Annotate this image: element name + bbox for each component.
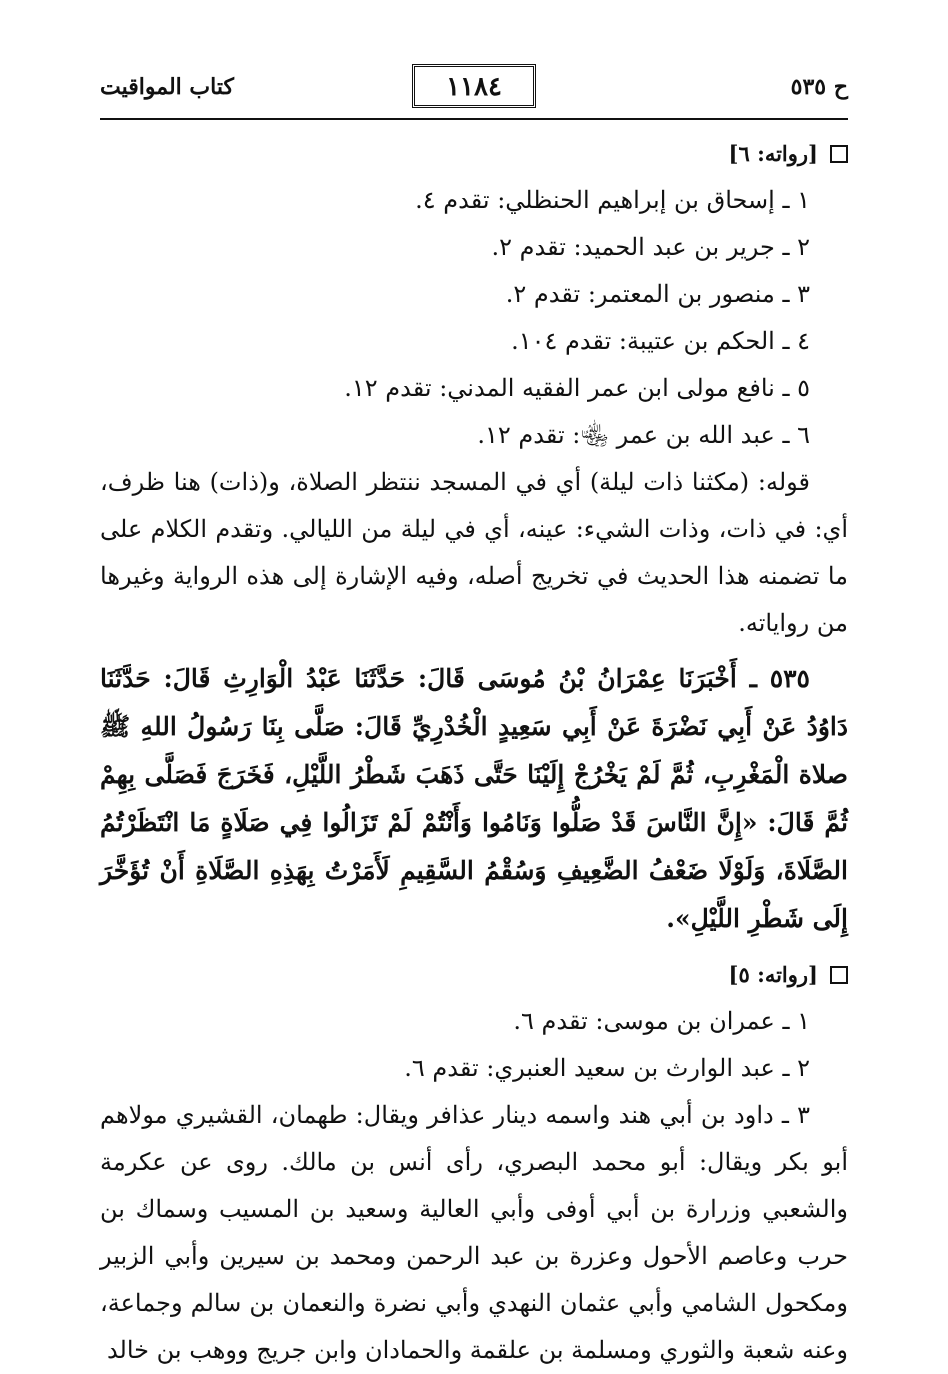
page-reference: ح ٥٣٥ <box>790 74 848 100</box>
page-number: ١١٨٤ <box>412 64 536 108</box>
checkbox-square-icon <box>830 145 848 163</box>
header-divider <box>100 118 848 120</box>
narrator-biography: ٣ ـ داود بن أبي هند واسمه دينار عذافر ويقال: طهمان، القشيري مولاهم أبو بكر ويقال: أبو محمد البصري، رأى أنس بن مالك. روى عن عكرمة والشعبي وزرارة بن أبي أوفى وأبي العالية وسعيد بن المسيب وسماك بن حرب وعاصم الأحول وعزرة بن عبد الرحمن ومحمد بن سيرين وأبي الزبير ومكحول الشامي وأبي عثمان النهدي وأبي نضرة والنعمان بن سالم وجماعة، وعنه شعبة والثوري ومسلمة بن علقمة والحمادان وابن جريج ووهب بن خالد <box>100 1101 848 1364</box>
list-item: ٥ ـ نافع مولى ابن عمر الفقيه المدني: تقدم ١٢. <box>344 374 810 402</box>
section-heading <box>100 130 848 177</box>
list-item: ٢ ـ جرير بن عبد الحميد: تقدم ٢. <box>491 233 810 261</box>
book-title: كتاب المواقيت <box>100 74 234 100</box>
narrator-list <box>100 998 848 1092</box>
commentary-paragraph: قوله: (مكثنا ذات ليلة) أي في المسجد ننتظر الصلاة، و(ذات) هنا ظرف، أي: في ذات، وذات الشيء: عينه، أي في ليلة من الليالي. وتقدم الكلام على ما تضمنه هذا الحديث في تخريج أصله، وفيه الإشارة إلى هذه الرواية وغيرها من رواياته. <box>100 468 848 637</box>
list-item: ١ ـ إسحاق بن إبراهيم الحنظلي: تقدم ٤. <box>415 186 810 214</box>
section-heading <box>100 951 848 998</box>
section-title: [رواته: ٥] <box>728 962 818 987</box>
list-item: ٣ ـ منصور بن المعتمر: تقدم ٢. <box>505 280 810 308</box>
hadith-text: ٥٣٥ ـ أَخْبَرَنَا عِمْرَانُ بْنُ مُوسَى قَالَ: حَدَّثَنَا عَبْدُ الْوَارِثِ قَالَ: حَدَّثَنَا دَاوُدُ عَنْ أَبِي نَضْرَةَ عَنْ أَبِي سَعِيدٍ الْخُدْرِيِّ قَالَ: صَلَّى بِنَا رَسُولُ اللهِ ﷺ صلاة الْمَغْرِبِ، ثُمَّ لَمْ يَخْرُجْ إِلَيْنَا حَتَّى ذَهَبَ شَطْرُ اللَّيْلِ، فَخَرَجَ فَصَلَّى بِهِمْ ثُمَّ قَالَ: «إِنَّ النَّاسَ قَدْ صَلُّوا وَنَامُوا وَأَنْتُمْ لَمْ تَزَالُوا فِي صَلَاةٍ مَا انْتَظَرْتُمُ الصَّلَاةَ، وَلَوْلَا ضَعْفُ الضَّعِيفِ وَسُقْمُ السَّقِيمِ لَأَمَرْتُ بِهَذِهِ الصَّلَاةِ أَنْ تُؤَخَّرَ إِلَى شَطْرِ اللَّيْلِ». <box>100 664 848 933</box>
section-title: [رواته: ٦] <box>728 141 818 166</box>
list-item: ٤ ـ الحكم بن عتيبة: تقدم ١٠٤. <box>511 327 810 355</box>
checkbox-square-icon <box>830 966 848 984</box>
page-header <box>100 60 848 110</box>
list-item: ٢ ـ عبد الوارث بن سعيد العنبري: تقدم ٦. <box>404 1054 810 1082</box>
page-content <box>100 130 848 1374</box>
narrator-list <box>100 177 848 459</box>
list-item: ١ ـ عمران بن موسى: تقدم ٦. <box>513 1007 810 1035</box>
list-item: ٦ ـ عبد الله بن عمر ﵄: تقدم ١٢. <box>477 421 810 449</box>
